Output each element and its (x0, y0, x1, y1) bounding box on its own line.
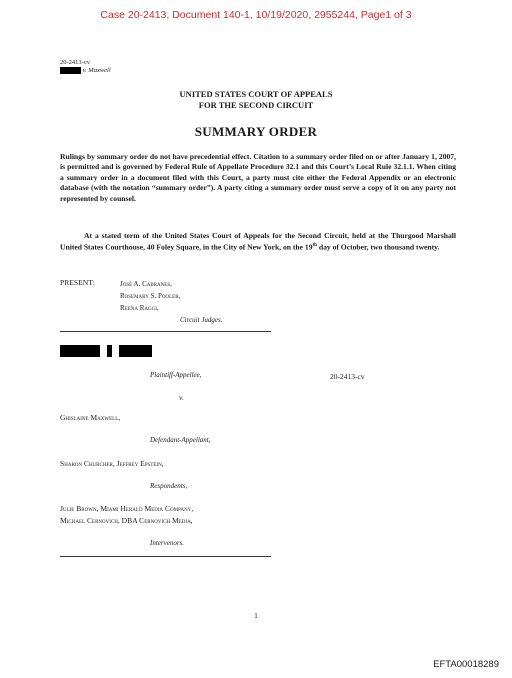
judges-list (120, 278, 223, 326)
intervenor-role: Intervenors. (150, 539, 185, 547)
term-text-after: day of October, two thousand twenty. (316, 242, 440, 252)
defendant-name: Ghislaine Maxwell, (60, 413, 121, 422)
court-line-2: FOR THE SECOND CIRCUIT (198, 99, 314, 110)
docket-number-right: 20-2413-cv (330, 372, 365, 381)
short-caption (60, 67, 111, 75)
ordinal-suffix: th (312, 243, 317, 249)
divider-line (60, 331, 271, 332)
term-text-before: At a stated term of the United States Court of Appeals for the Second Circuit, held at the Thurgood Marshall United States Courthouse, 40 Foley Square, in the City of New York, on the 19 (60, 231, 456, 252)
term-paragraph (60, 231, 456, 253)
judge-name: Rosemary S. Pooler, (120, 292, 181, 300)
redaction-block (60, 345, 100, 357)
circuit-judges-label: Circuit Judges. (180, 316, 223, 324)
redaction-block (107, 345, 112, 357)
court-line-1: UNITED STATES COURT OF APPEALS (179, 89, 333, 99)
redaction-block (60, 67, 81, 74)
intervenor-line-1: Julie Brown, Miami Herald Media Company, (60, 504, 194, 513)
notice-paragraph: Rulings by summary order do not have precedential effect. Citation to a summary order filed on or after January 1, 2007, is permitted and is governed by Federal Rule of Appellate Procedure 32.1 and this Court’s Local Rule 32.1.1. When citing a summary order in a document filed with this Court, a party must cite either the Federal Appendix or an electronic database (with the notation “summary order”). A party citing a summary order must serve a copy of it on any party not represented by counsel. (60, 152, 456, 203)
defendant-role: Defendant-Appellant, (150, 436, 211, 444)
intervenor-line-2: Michael Cernovich, DBA Cernovich Media, (60, 516, 193, 525)
versus-label: v. (179, 394, 184, 402)
document-title: SUMMARY ORDER (194, 124, 318, 139)
page-number: 1 (254, 611, 258, 620)
divider-line (60, 556, 271, 557)
docket-caption (60, 59, 111, 75)
respondent-role: Respondents, (150, 482, 188, 490)
judge-name: José A. Cabranes, (120, 280, 172, 288)
judge-name: Reena Raggi, (120, 304, 159, 312)
plaintiff-role: Plaintiff-Appellee, (150, 371, 202, 379)
court-name (0, 89, 512, 110)
redaction-block (119, 345, 152, 357)
case-header: Case 20-2413, Document 140-1, 10/19/2020, 2955244, Page1 of 3 (100, 9, 412, 21)
docket-number-top: 20-2413-cv (60, 59, 90, 66)
caption-suffix: v. Maxwell (82, 67, 111, 74)
plaintiff-name-redacted (60, 342, 152, 360)
respondent-names: Sharon Churcher, Jeffrey Epstein, (60, 459, 164, 468)
present-label: PRESENT: (60, 278, 95, 287)
efta-stamp: EFTA00018289 (433, 659, 499, 670)
